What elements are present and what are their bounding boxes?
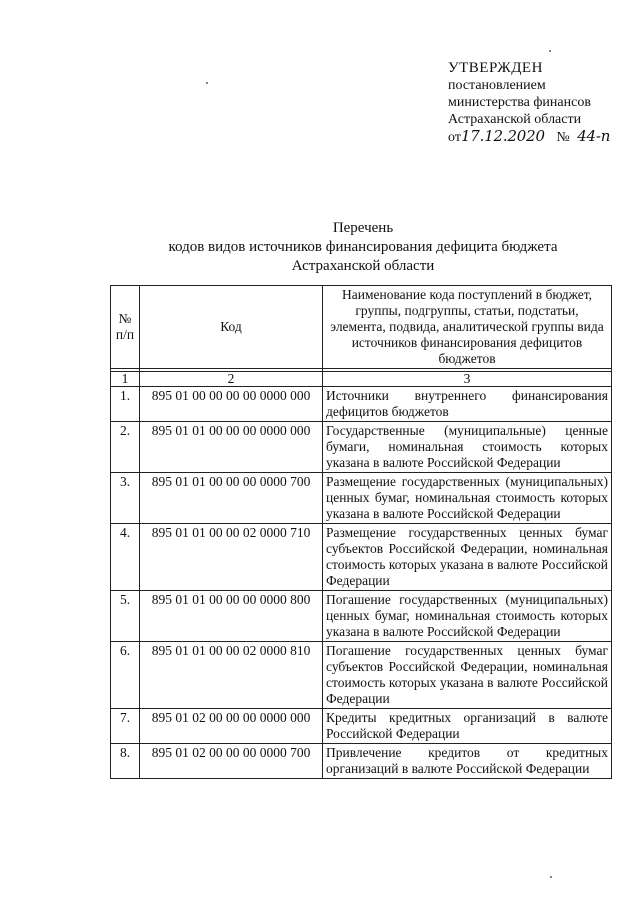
row-number: 1. xyxy=(111,387,140,422)
row-name: Размещение государственных ценных бумаг субъектов Российской Федерации, номинальная стоимость которых указана в валюте Российской Федерации xyxy=(323,524,612,591)
row-code: 895 01 01 00 00 02 0000 810 xyxy=(140,642,323,709)
handwritten-date: 17.12.2020 xyxy=(460,127,545,145)
scan-speck xyxy=(550,876,552,878)
header-code: Код xyxy=(140,286,323,369)
header-number: № п/п xyxy=(111,286,140,369)
approval-heading: УТВЕРЖДЕН xyxy=(448,60,543,76)
row-name: Кредиты кредитных организаций в валюте Российской Федерации xyxy=(323,709,612,744)
approval-date-line xyxy=(448,128,628,146)
row-name: Государственные (муниципальные) ценные бумаги, номинальная стоимость которых указана в валюте Российской Федерации xyxy=(323,422,612,473)
row-name: Привлечение кредитов от кредитных организаций в валюте Российской Федерации xyxy=(323,744,612,779)
column-number: 1 xyxy=(111,372,140,387)
approval-stamp xyxy=(448,60,628,146)
title-line: кодов видов источников финансирования дефицита бюджета xyxy=(168,239,558,255)
row-code: 895 01 02 00 00 00 0000 000 xyxy=(140,709,323,744)
table-row xyxy=(111,473,612,524)
scan-speck xyxy=(206,82,208,84)
approval-line: Астраханской области xyxy=(448,112,582,127)
row-code: 895 01 02 00 00 00 0000 700 xyxy=(140,744,323,779)
row-number: 3. xyxy=(111,473,140,524)
table-row xyxy=(111,744,612,779)
title-line: Перечень xyxy=(332,220,394,236)
row-code: 895 01 01 00 00 00 0000 000 xyxy=(140,422,323,473)
table-row xyxy=(111,591,612,642)
table-row xyxy=(111,422,612,473)
row-number: 7. xyxy=(111,709,140,744)
approval-line: министерства финансов xyxy=(448,95,591,110)
column-number: 3 xyxy=(323,372,612,387)
row-name: Погашение государственных ценных бумаг субъектов Российской Федерации, номинальная стоимость которых указана в валюте Российской Федерации xyxy=(323,642,612,709)
number-prefix: № xyxy=(556,130,570,145)
row-number: 2. xyxy=(111,422,140,473)
table-row xyxy=(111,387,612,422)
title-line: Астраханской области xyxy=(291,258,435,274)
row-name: Источники внутреннего финансирования дефицитов бюджетов xyxy=(323,387,612,422)
row-number: 8. xyxy=(111,744,140,779)
sources-table xyxy=(110,285,612,779)
document-title xyxy=(120,219,606,276)
table-row xyxy=(111,709,612,744)
column-number: 2 xyxy=(140,372,323,387)
row-name: Размещение государственных (муниципальных) ценных бумаг, номинальная стоимость которых указана в валюте Российской Федерации xyxy=(323,473,612,524)
table-row xyxy=(111,642,612,709)
date-prefix: от xyxy=(448,130,461,145)
row-number: 6. xyxy=(111,642,140,709)
row-code: 895 01 00 00 00 00 0000 000 xyxy=(140,387,323,422)
scan-speck xyxy=(549,50,551,52)
row-number: 5. xyxy=(111,591,140,642)
row-number: 4. xyxy=(111,524,140,591)
table-header-row xyxy=(111,286,612,369)
handwritten-number: 44-п xyxy=(577,127,611,145)
row-code: 895 01 01 00 00 00 0000 800 xyxy=(140,591,323,642)
column-number-row xyxy=(111,372,612,387)
row-name: Погашение государственных (муниципальных) ценных бумаг, номинальная стоимость которых указана в валюте Российской Федерации xyxy=(323,591,612,642)
row-code: 895 01 01 00 00 02 0000 710 xyxy=(140,524,323,591)
table-row xyxy=(111,524,612,591)
header-name: Наименование кода поступлений в бюджет, группы, подгруппы, статьи, подстатьи, элемента, подвида, аналитической группы вида источников финансирования дефицитов бюджетов xyxy=(323,286,612,369)
row-code: 895 01 01 00 00 00 0000 700 xyxy=(140,473,323,524)
approval-line: постановлением xyxy=(448,78,546,93)
